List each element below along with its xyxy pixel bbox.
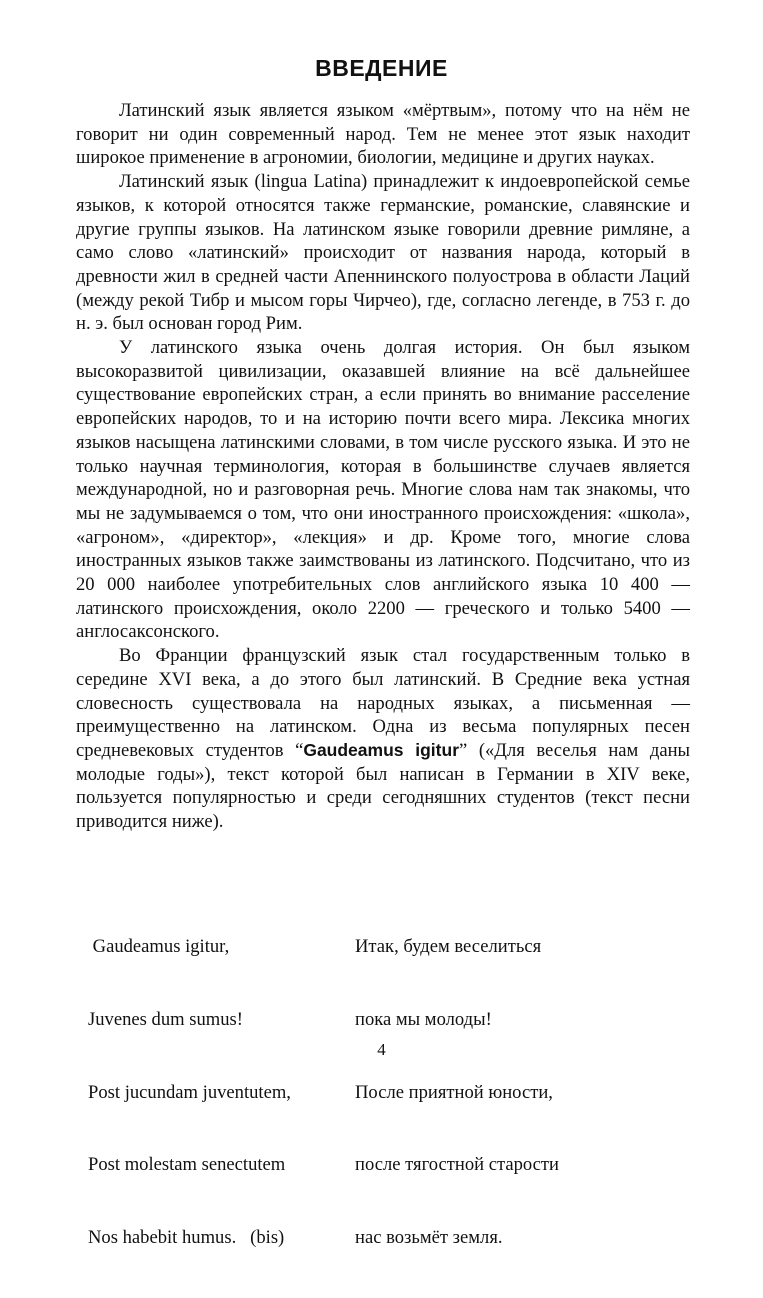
poem-line-latin: Nos habebit humus. (bis)	[88, 1226, 285, 1248]
poem-line-russian: Итак, будем веселиться	[355, 936, 542, 958]
poem-line-russian: после тягостной старости	[355, 1154, 559, 1176]
paragraph: Латинский язык является языком «мёртвым», потому что на нём не говорит ни один современный народ. Тем не менее этот язык находит широкое применение в агрономии, биологии, медицине и других науках.	[76, 100, 690, 169]
poem-line-latin: Post molestam senectutem	[88, 1154, 286, 1176]
poem-line-latin: Post jucundam juventutem,	[88, 1081, 291, 1103]
paragraph-text: ” («Для веселья нам даны молодые годы»), текст которой был написан в Германии в XIV веке, пользуется популярностью и среди сегодняшних студентов (текст песни приводится ниже).	[76, 739, 691, 833]
poem-line-latin: Gaudeamus igitur,	[88, 936, 230, 958]
paragraph: Латинский язык (lingua Latina) принадлежит к индоевропейской семье языков, к которой относятся также германские, романские, славянские и другие группы языков. На латинском языке говорили древние римляне, а само слово «латинский» происходит от названия народа, который в древности жил в средней части Апеннинского полуострова в области Лаций (между рекой Тибр и мысом горы Чирчео), где, согласно легенде, в 753 г. до н. э. был основан город Рим.	[76, 171, 690, 335]
paragraph: У латинского языка очень долгая история. Он был языком высокоразвитой цивилизации, оказавшей влияние на всё дальнейшее существование европейских стран, а если принять во внимание расселение европейских народов, то и на историю почти всего мира. Лексика многих языков насыщена латинскими словами, в том числе русского языка. И это не только научная терминология, которая в большинстве случаев является международной, но и разговорная речь. Многие слова нам так знакомы, что мы не задумываемся о том, что они иностранного происхождения: «школа», «агроном», «директор», «лекция» и др. Кроме того, многие слова иностранных языков также заимствованы из латинского. Подсчитано, что из 20 000 наиболее употребительных слов английского языка 10 400 — латинского происхождения, около 2200 — греческого и только 5400 — англосаксонского.	[76, 337, 690, 643]
paragraph	[76, 644, 690, 834]
poem-line-russian: После приятной юности,	[355, 1081, 553, 1103]
paragraph-text: Во Франции французский язык стал государственным только в середине XVI века, а до этого был латинский. В Средние века устная словесность существовала на народных языках, а письменная — преимущественно на латинском. Одна из весьма популярных песен средневековых студентов “	[76, 645, 690, 761]
poem-line-latin: Juvenes dum sumus!	[88, 1009, 243, 1031]
poem-russian-column	[355, 887, 615, 1298]
poem-latin-column	[88, 887, 328, 1298]
page-title: ВВЕДЕНИЕ	[315, 55, 448, 81]
page-number: 4	[377, 1040, 386, 1059]
poem-line-russian: пока мы молоды!	[355, 1009, 492, 1031]
poem-line-russian: нас возьмёт земля.	[355, 1226, 503, 1248]
song-title: Gaudeamus igitur	[303, 739, 460, 760]
body-text	[76, 99, 690, 834]
